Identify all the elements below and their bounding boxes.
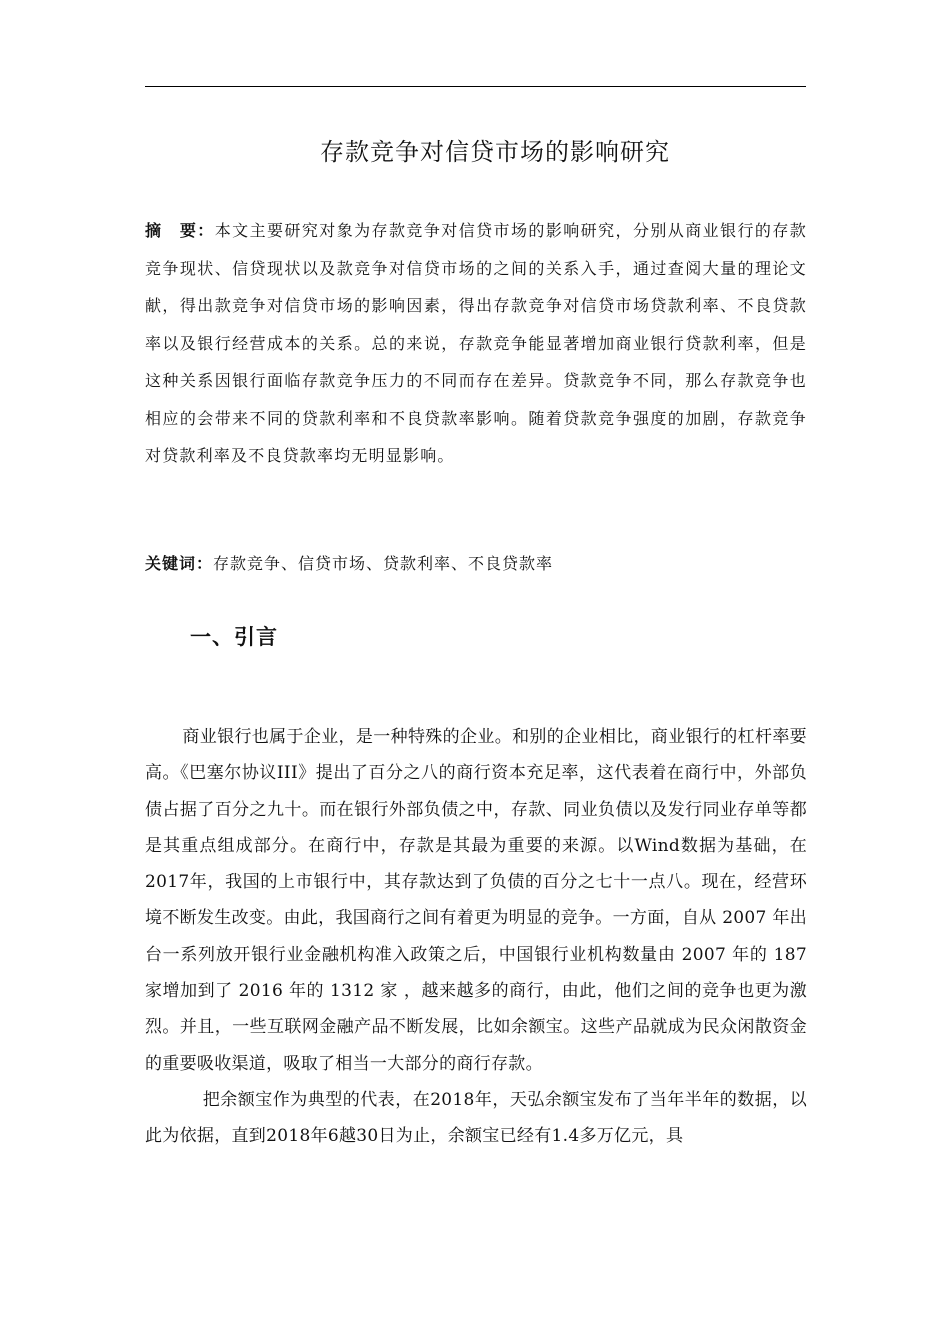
keywords (145, 545, 807, 582)
abstract-label: 摘 要： (145, 221, 215, 240)
abstract (145, 212, 807, 475)
body-paragraph: 把余额宝作为典型的代表，在2018年，天弘余额宝发布了当年半年的数据，以此为依据，直到2018年6越30日为止，余额宝已经有1.4多万亿元，具 (145, 1089, 807, 1147)
section-heading-introduction: 一、引言 (190, 625, 278, 649)
body-paragraph: 商业银行也属于企业，是一种特殊的企业。和别的企业相比，商业银行的杠杆率要高。《巴塞尔协议III》提出了百分之八的商行资本充足率，这代表着在商行中，外部负债占据了百分之九十。而在银行外部负债之中，存款、同业负债以及发行同业存单等都是其重点组成部分。在商行中，存款是其最为重要的来源。以Wind数据为基础，在2017年，我国的上市银行中，其存款达到了负债的百分之七十一点八。现在，经营环境不断发生改变。由此，我国商行之间有着更为明显的竞争。一方面，自从 2007 年出台一系列放开银行业金融机构准入政策之后，中国银行业机构数量由 2007 年的 187 家增加到了 2016 年的 1312 家 ，越来越多的商行，由此，他们之间的竞争也更为激烈。并且，一些互联网金融产品不断发展，比如余额宝。这些产品就成为民众闲散资金的重要吸收渠道，吸取了相当一大部分的商行存款。 (145, 727, 807, 1074)
keywords-text: 存款竞争、信贷市场、贷款利率、不良贷款率 (213, 554, 554, 573)
body-text (145, 719, 807, 1155)
header-rule (145, 86, 806, 87)
paper-title: 存款竞争对信贷市场的影响研究 (320, 138, 670, 166)
keywords-label: 关键词： (145, 554, 214, 573)
abstract-text: 本文主要研究对象为存款竞争对信贷市场的影响研究，分别从商业银行的存款竞争现状、信贷现状以及款竞争对信贷市场的之间的关系入手，通过查阅大量的理论文献，得出款竞争对信贷市场的影响因素，得出存款竞争对信贷市场贷款利率、不良贷款率以及银行经营成本的关系。总的来说，存款竞争能显著增加商业银行贷款利率，但是这种关系因银行面临存款竞争压力的不同而存在差异。贷款竞争不同，那么存款竞争也相应的会带来不同的贷款利率和不良贷款率影响。随着贷款竞争强度的加剧，存款竞争对贷款利率及不良贷款率均无明显影响。 (145, 221, 807, 465)
